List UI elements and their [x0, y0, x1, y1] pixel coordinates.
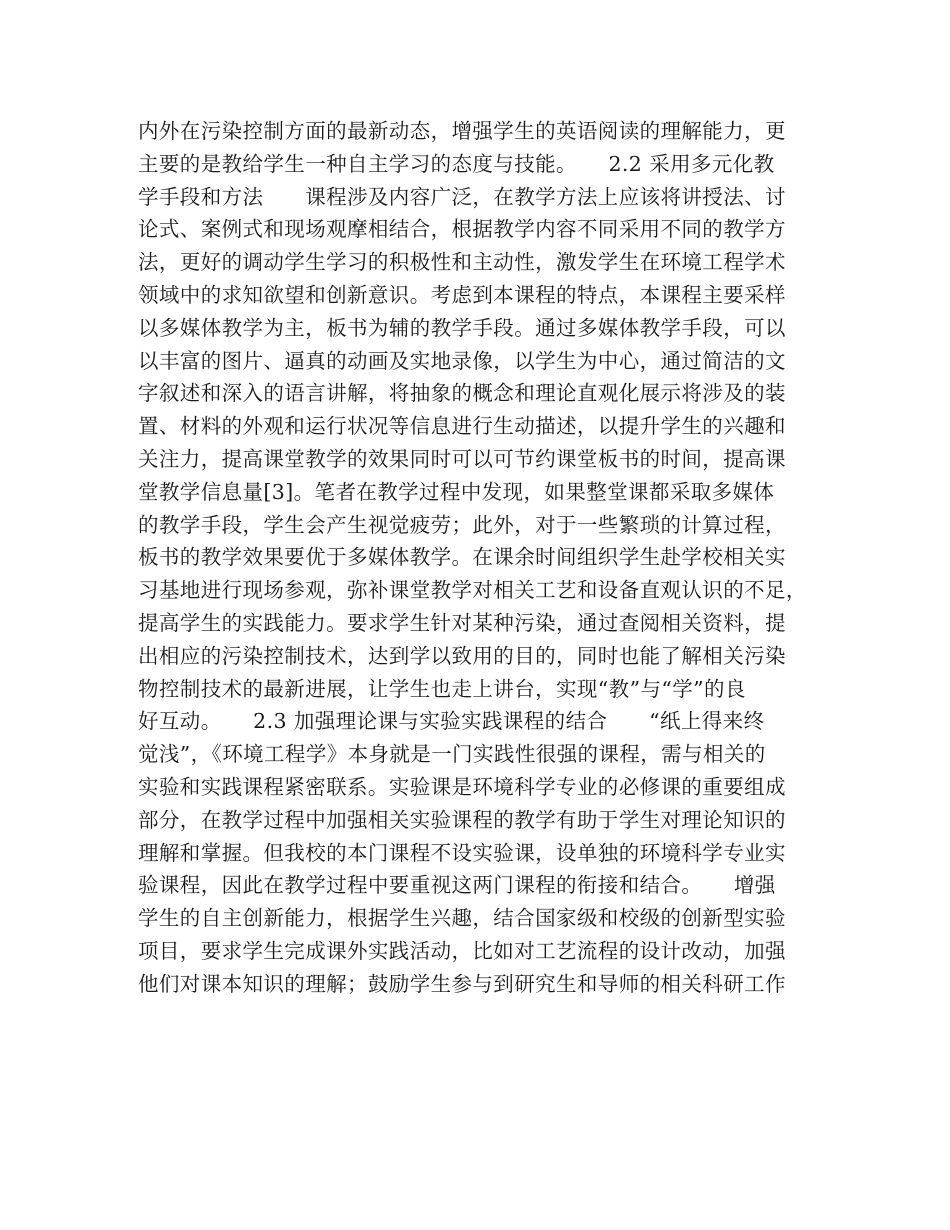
text-line: 内外在污染控制方面的最新动态，增强学生的英语阅读的理解能力，更	[138, 119, 786, 143]
text-line: 领域中的求知欲望和创新意识。考虑到本课程的特点，本课程主要采样	[138, 282, 786, 307]
text-line: 出相应的污染控制技术，达到学以致用的目的，同时也能了解相关污染	[138, 643, 786, 668]
text-line: 法，更好的调动学生学习的积极性和主动性，激发学生在环境工程学术	[138, 250, 786, 275]
text-line: 板书的教学效果要优于多媒体教学。在课余时间组织学生赴学校相关实	[138, 545, 786, 570]
text-line: 理解和掌握。但我校的本门课程不设实验课，设单独的环境科学专业实	[138, 840, 786, 865]
text-line: 关注力，提高课堂教学的效果同时可以可节约课堂板书的时间，提高课	[138, 446, 786, 471]
text-line: 置、材料的外观和运行状况等信息进行生动描述，以提升学生的兴趣和	[138, 414, 786, 439]
text-line: 他们对课本知识的理解；鼓励学生参与到研究生和导师的相关科研工作	[138, 971, 786, 996]
text-line: 部分，在教学过程中加强相关实验课程的教学有助于学生对理论知识的	[138, 807, 786, 832]
text-line: 学手段和方法 课程涉及内容广泛，在教学方法上应该将讲授法、讨	[138, 184, 786, 209]
text-line: 的教学手段，学生会产生视觉疲劳；此外，对于一些繁琐的计算过程，	[138, 512, 786, 537]
text-line: 习基地进行现场参观，弥补课堂教学对相关工艺和设备直观认识的不足，	[138, 578, 807, 603]
text-line: 物控制技术的最新进展，让学生也走上讲台，实现“教”与“学”的良	[138, 676, 746, 701]
text-line: 验课程，因此在教学过程中要重视这两门课程的衔接和结合。 增强	[138, 873, 776, 898]
text-line: 觉浅”，《环境工程学》本身就是一门实践性很强的课程，需与相关的	[138, 742, 766, 767]
text-line: 以多媒体教学为主，板书为辅的教学手段。通过多媒体教学手段，可以	[138, 315, 786, 340]
text-line: 项目，要求学生完成课外实践活动，比如对工艺流程的设计改动，加强	[138, 938, 786, 963]
text-line: 字叙述和深入的语言讲解，将抽象的概念和理论直观化展示将涉及的装	[138, 381, 786, 406]
text-line: 论式、案例式和现场观摩相结合，根据教学内容不同采用不同的教学方	[138, 217, 786, 242]
text-line: 主要的是教给学生一种自主学习的态度与技能。 2.2 采用多元化教	[138, 151, 775, 176]
text-line: 以丰富的图片、逼真的动画及实地录像，以学生为中心，通过简洁的文	[138, 348, 786, 373]
text-line: 学生的自主创新能力，根据学生兴趣，结合国家级和校级的创新型实验	[138, 906, 786, 931]
body-text	[138, 115, 818, 1001]
text-line: 好互动。 2.3 加强理论课与实验实践课程的结合 “纸上得来终	[138, 709, 765, 734]
text-line: 提高学生的实践能力。要求学生针对某种污染，通过查阅相关资料，提	[138, 610, 786, 635]
text-line: 堂教学信息量[3]。笔者在教学过程中发现，如果整堂课都采取多媒体	[138, 479, 775, 504]
text-line: 实验和实践课程紧密联系。实验课是环境科学专业的必修课的重要组成	[138, 774, 786, 799]
